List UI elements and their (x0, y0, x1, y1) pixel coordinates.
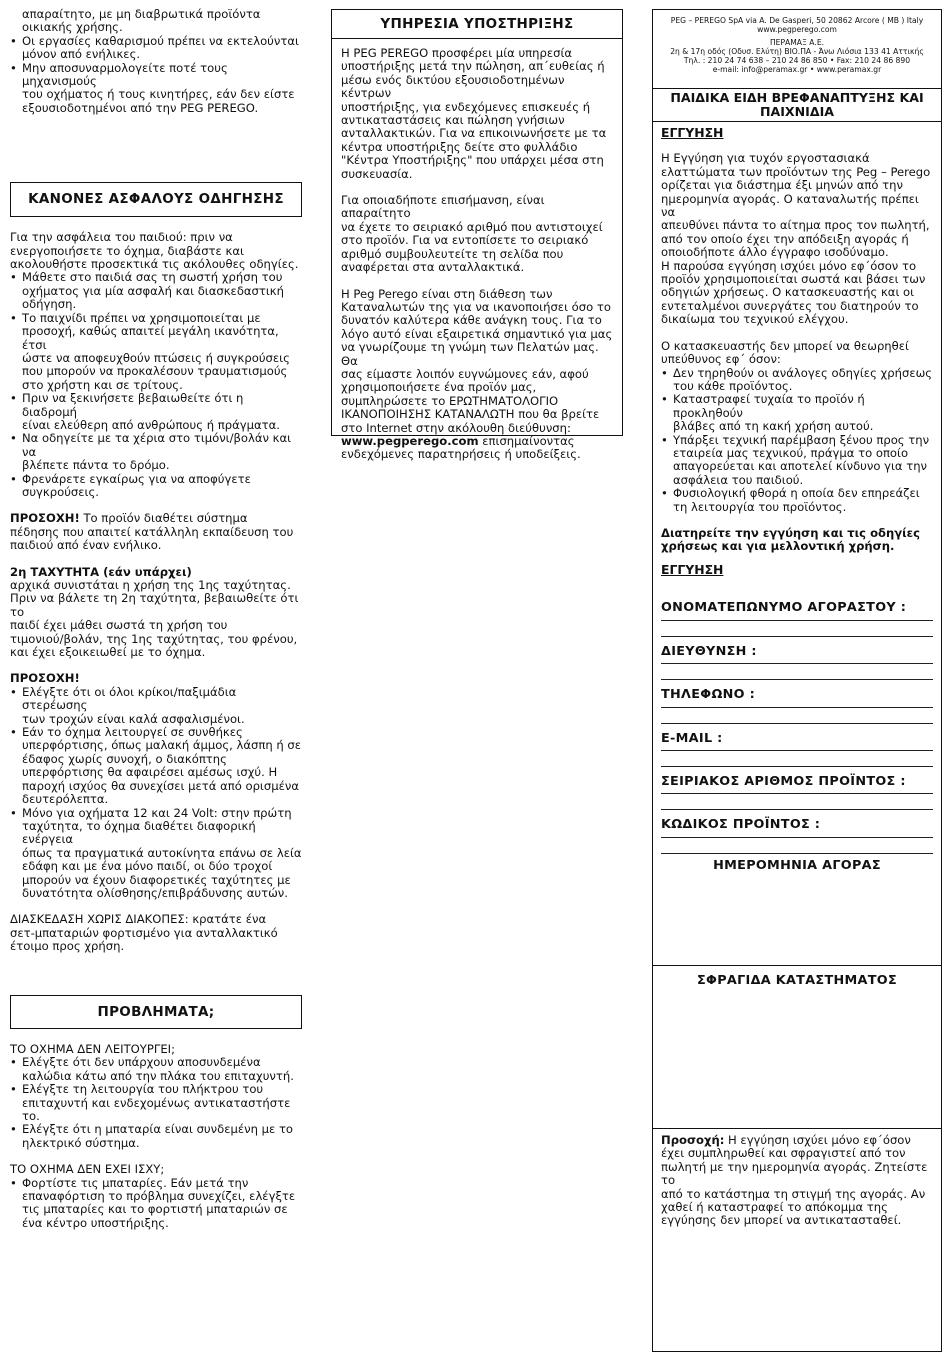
intro-line: απαραίτητο, με μη διαβρωτικά προϊόντα (22, 7, 261, 21)
text-line: • Μάθετε στο παιδιά σας τη σωστή χρήση του (22, 270, 283, 285)
text-line: εδάφη και με ένα μόνο παιδί, οι δύο τροχοί (22, 859, 273, 874)
form-line (661, 620, 933, 621)
text-line: δικαίωμα του τεχνικού ελέγχου. (661, 312, 849, 327)
warning-text: Το προϊόν διαθέτει σύστημα (79, 511, 248, 526)
left-column (10, 0, 302, 954)
bullet-item (661, 434, 935, 488)
bullet-item (10, 432, 302, 472)
category-title-box (653, 88, 941, 122)
text-line: ακολουθήστε προσεκτικά τις ακόλουθες οδηγίες. (10, 257, 299, 272)
problem-title: ΤΟ ΟΧΗΜΑ ΔΕΝ ΕΧΕΙ ΙΣΧΥ; (10, 1162, 165, 1177)
keep-warranty-note: χρήσεως και για μελλοντική χρήση. (661, 539, 895, 554)
cleaning-bullets (10, 35, 302, 115)
text-line: • Μην αποσυναρμολογείτε ποτέ τους μηχανισμούς (22, 60, 228, 89)
text-line: βλέπετε πάντα το δρόμο. (22, 458, 170, 473)
safety-title: ΚΑΝΟΝΕΣ ΑΣΦΑΛΟΥΣ ΟΔΗΓΗΣΗΣ (28, 191, 284, 208)
text-line: ενδεχόμενες παρατηρήσεις ή υποδείξεις. (341, 447, 581, 462)
text-line: Καταναλωτών της για να ικανοποιήσει όσο το (341, 299, 611, 314)
phone-field[interactable] (661, 688, 933, 723)
bullet-item (661, 487, 935, 514)
text-line: συγκρούσεις. (22, 484, 99, 499)
safety-section (10, 231, 302, 499)
text-line: ΙΚΑΝΟΠΟΙΗΣΗΣ ΚΑΤΑΝΑΛΩΤΗ που θα βρείτε (341, 407, 600, 422)
store-stamp-label: ΣΦΡΑΓΙΔΑ ΚΑΤΑΣΤΗΜΑΤΟΣ (696, 973, 897, 988)
text-line: τιμονιού/βολάν, της 1ης ταχύτητας, του φρένου, (10, 631, 298, 646)
form-line (661, 766, 933, 767)
support-body (332, 39, 622, 462)
text-line: μπορούν να έχουν διαφορετικές ταχύτητες με (22, 872, 291, 887)
text-line: ημερομηνία αγοράς. Ο καταναλωτής πρέπει να (661, 191, 919, 220)
text-line: εγγύησης δεν μπορεί να αντικατασταθεί. (661, 1213, 902, 1228)
text-line: δευτερόλεπτα. (22, 792, 109, 807)
warranty-heading: ΕΓΓΥΗΣΗ (661, 125, 724, 140)
support-box (331, 9, 623, 462)
email-field[interactable] (661, 732, 933, 767)
bullet-item (661, 393, 935, 433)
bullet-item (10, 62, 302, 116)
text-line: υπερφόρτισης θα αφαιρέσει αμέσως ισχύ. Η (22, 765, 278, 780)
text-line: • Το παιχνίδι πρέπει να χρησιμοποιείται με (22, 310, 261, 325)
form-line (661, 723, 933, 724)
support-title-box (332, 10, 622, 39)
text-line: • Καταστραφεί τυχαία το προϊόν ή προκληθούν (673, 392, 865, 420)
speed-title: 2η ΤΑΧΥΤΗΤΑ (εάν υπάρχει) (10, 564, 192, 579)
text-line: έτοιμο προς χρήση. (10, 939, 125, 954)
text-line: παιδί έχει μάθει σωστά τη χρήση του (10, 618, 228, 633)
form-line (661, 750, 933, 751)
manufacturer-line: PEG – PEREGO SpA via A. De Gasperi, 50 20862 Arcore ( MB ) Italy (670, 16, 924, 25)
purchase-date-label: ΗΜΕΡΟΜΗΝΙΑ ΑΓΟΡΑΣ (713, 858, 881, 873)
text-line: Η παρούσα εγγύηση ισχύει μόνο εφ΄όσον το (661, 258, 917, 273)
no-power-section (10, 1163, 302, 1230)
text-line: δυνατόν καλύτερα κάθε ανάγκη τους. Για το (341, 313, 602, 328)
text-line: προσοχή, καθώς απαιτεί μεγάλη ικανότητα, έτσι (22, 324, 279, 352)
text-line: ώστε να αποφευχθούν πτώσεις ή συγκρούσεις (22, 350, 290, 365)
field-label: ΣΕΙΡΙΑΚΟΣ ΑΡΙΘΜΟΣ ΠΡΟΪΝΤΟΣ : (661, 774, 906, 790)
text-line: εταιρεία μας τεχνικού, πράγμα το οποίο (673, 445, 909, 460)
text-line: έδαφος χωρίς συνοχή, ο διακόπτης (22, 751, 227, 766)
cleaning-section (10, 0, 302, 115)
text-line: προϊόν χρησιμοποιείται σωστά και βάσει των (661, 272, 926, 287)
problem-bullets (10, 1056, 302, 1150)
text-line (10, 512, 302, 525)
field-label: E-MAIL : (661, 730, 723, 746)
problems-title-box (10, 995, 302, 1029)
second-speed-section (10, 566, 302, 660)
liability-bullets (661, 367, 935, 514)
text-line: παροχή ισχύος θα συνεχίσει μετά από ορισμένα (22, 778, 299, 793)
text-line: πέδησης που απαιτεί κατάλληλη εκπαίδευση του (10, 524, 294, 539)
bullet-item (10, 1123, 302, 1150)
text-line: Για οποιαδήποτε επισήμανση, είναι απαραίτητο (341, 193, 545, 221)
text-line: εντεταλμένοι συνεργάτες του διατηρούν το (661, 298, 919, 313)
bullet-item (661, 367, 935, 394)
distributor-phone: Τηλ. : 210 24 74 638 – 210 24 86 850 • Fax: 210 24 86 890 (683, 56, 911, 65)
text-line: απευθύνει πάντα το αίτημα προς τον πωλητή, (661, 218, 930, 233)
text-line: • Φρενάρετε εγκαίρως για να αποφύγετε (22, 471, 251, 486)
text-line: έχει συμπληρωθεί και σφραγιστεί από τον (661, 1146, 906, 1161)
text-line: • Φυσιολογική φθορά η οποία δεν επηρεάζει (673, 486, 920, 501)
text-line: παιδιού από έναν ενήλικο. (10, 538, 162, 553)
text-line: από τον οποίο έχει την απόδειξη αγοράς ή (661, 231, 909, 246)
brake-warning (10, 512, 302, 552)
text-line: να γνωρίζουμε τη γνώμη των Πελατών μας. Θα (341, 340, 599, 368)
text-line: αριθμό συμβουλευτείτε τη σελίδα που (341, 246, 564, 261)
text-line: οδηγιών χρήσεως. Ο κατασκευαστής και οι (661, 285, 915, 300)
text-line: στο προϊόν. Για να εντοπίσετε το σειριακό (341, 233, 589, 248)
text-line: • Δεν τηρηθούν οι ανάλογες οδηγίες χρήσεως (673, 365, 933, 380)
safety-bullets (10, 271, 302, 499)
bullet-item (10, 1083, 302, 1123)
text-line: • Να οδηγείτε με τα χέρια στο τιμόνι/βολάν και να (22, 431, 292, 459)
problem-bullets (10, 1177, 302, 1231)
warning-label: ΠΡΟΣΟΧΗ! (10, 511, 80, 526)
bullet-item (10, 1056, 302, 1083)
text-line: οχήματος για μία ασφαλή και διασκεδαστική (22, 283, 284, 298)
website-link[interactable]: www.pegperego.com (341, 433, 479, 448)
warranty-form (661, 563, 933, 854)
text-line: χαθεί ή καταστραφεί το απόκομμα της (661, 1200, 888, 1215)
text-line: του οχήματος ή τους κινητήρες, εάν δεν είστε (22, 87, 295, 102)
category-title: ΠΑΙΧΝΙΔΙΑ (759, 104, 835, 119)
text-line: καλώδια κάτω από την πλάκα του επιταχυντή. (22, 1068, 294, 1083)
text-line: • Πριν να ξεκινήσετε βεβαιωθείτε ότι η διαδρομή (22, 391, 244, 419)
text-fragment: επισημαίνοντας (478, 433, 575, 448)
text-line: συμπληρώσετε το ΕΡΩΤΗΜΑΤΟΛΟΓΙΟ (341, 393, 559, 408)
text-line: ένα κέντρο υποστήριξης. (22, 1215, 169, 1230)
text-line: μόνον από ενήλικες. (22, 47, 141, 62)
form-line (661, 663, 933, 664)
text-line: ταχύτητα, το όχημα διαθέτει διαφορική ενέργεια (22, 818, 256, 847)
text-line: απαγορεύεται και αποτελεί κίνδυνο για την (673, 459, 928, 474)
warning-title: ΠΡΟΣΟΧΗ! (10, 671, 80, 686)
field-label: ΔΙΕΥΘΥΝΣΗ : (661, 643, 757, 659)
intro-line: οικιακής χρήσης. (22, 20, 123, 35)
text-line: οδήγηση. (22, 297, 77, 312)
text-line: ανταλλακτικών. Για να επικοινωνήσετε με τα (341, 126, 607, 141)
form-line (661, 809, 933, 810)
text-line: στο χρήστη και σε τρίτους. (22, 377, 183, 392)
text-line: των τροχών είναι καλά ασφαλισμένοι. (22, 711, 245, 726)
distributor-address: 2η & 17η οδός (Οδυσ. Ελύτη) ΒΙΟ.ΠΑ - Άνω Λιόσια 133 41 Αττικής (670, 47, 924, 56)
text-line: • Ελέγξτε ότι η μπαταρία είναι συνδεμένη με το (22, 1122, 294, 1137)
bullet-item (10, 271, 302, 311)
text-line: • Εάν το όχημα λειτουργεί σε συνθήκες (22, 725, 243, 740)
text-line: ενεργοποιήσετε το όχημα, διαβάστε και (10, 243, 244, 258)
bullet-item (10, 807, 302, 901)
text-line: Η Εγγύηση για τυχόν εργοστασιακά (661, 151, 870, 166)
form-line (661, 793, 933, 794)
text-line: υποστήριξης, για ενδεχόμενες επισκευές ή (341, 99, 591, 114)
text-line: όπως τα πραγματικά αυτοκίνητα επάνω σε λεία (22, 845, 302, 860)
text-line: σετ-μπαταριών φορτισμένο για ανταλλακτικό (10, 925, 278, 940)
text-line: • Ελέγξτε ότι δεν υπάρχουν αποσυνδεμένα (22, 1055, 261, 1070)
text-line: σας είμαστε λοιπόν ευγνώμονες εάν, αφού (341, 366, 589, 381)
safety-title-box (10, 182, 302, 217)
distributor-email: e-mail: info@peramax.gr • www.peramax.gr (712, 65, 882, 74)
store-stamp-field[interactable] (653, 965, 941, 1129)
text-line: από το κατάστημα τη στιγμή της αγοράς. Αν (661, 1186, 926, 1201)
warranty-body (653, 122, 941, 554)
problems-section (10, 995, 302, 1230)
purchase-date-field[interactable] (653, 853, 941, 966)
text-line: ορίζεται για διάστημα έξι μηνών από την (661, 178, 903, 193)
attention-text: Η εγγύηση ισχύει μόνο εφ΄όσον (724, 1133, 911, 1147)
bullet-item (10, 473, 302, 500)
form-heading: ΕΓΓΥΗΣΗ (661, 562, 724, 577)
text-line: οποιοδήποτε άλλο έγγραφο ισοδύναμο. (661, 245, 889, 260)
keep-warranty-note: Διατηρείτε την εγγύηση και τις οδηγίες (661, 525, 921, 540)
text-line: δυνατότητα ολίσθησης/επιβράδυνσης αυτών. (22, 885, 288, 900)
text-line: επιταχυντή και ενδεχομένως αντικαταστήστε το. (22, 1095, 291, 1124)
text-line: • Οι εργασίες καθαρισμού πρέπει να εκτελούνται (22, 33, 299, 48)
text-line: ΔΙΑΣΚΕΔΑΣΗ ΧΩΡΙΣ ΔΙΑΚΟΠΕΣ: κρατάτε ένα (10, 912, 267, 927)
text-line: βλάβες από τη κακή χρήση αυτού. (673, 419, 874, 434)
text-line: ηλεκτρικό σύστημα. (22, 1135, 140, 1150)
field-label: ΟΝΟΜΑΤΕΠΩΝΥΜΟ ΑΓΟΡΑΣΤΟΥ : (661, 600, 907, 616)
bullet-item (10, 312, 302, 392)
bullet-item (10, 686, 302, 726)
problems-title: ΠΡΟΒΛΗΜΑΤΑ; (97, 1004, 215, 1020)
field-label: ΤΗΛΕΦΩΝΟ : (661, 687, 756, 703)
warning-section (10, 672, 302, 900)
text-line: υπεύθυνος εφ΄ όσον: (661, 352, 781, 367)
text-line: ελαττώματα των προϊόντων της Peg – Perego (661, 164, 931, 179)
text-line: τις μπαταρίες και το φορτιστή μπαταριών σε (22, 1202, 288, 1217)
text-line: και έχει εξοικειωθεί με το όχημα. (10, 645, 206, 660)
manufacturer-website: www.pegperego.com (757, 25, 837, 34)
category-title: ΠΑΙΔΙΚΑ ΕΙΔΗ ΒΡΕΦΑΝΑΠΤΥΞΗΣ ΚΑΙ (670, 90, 924, 105)
text-line (341, 435, 614, 448)
text-line: • Μόνο για οχήματα 12 και 24 Volt: στην πρώτη (22, 805, 292, 820)
support-title: ΥΠΗΡΕΣΙΑ ΥΠΟΣΤΗΡΙΞΗΣ (380, 16, 574, 32)
text-line: επαναφόρτιση το πρόβλημα συνεχίζει, ελέγξτε (22, 1189, 296, 1204)
form-line (661, 636, 933, 637)
text-line: • Ελέγξτε τη λειτουργία του πλήκτρου του (22, 1082, 264, 1097)
text-line: Για την ασφάλεια του παιδιού: πριν να (10, 230, 233, 245)
text-line: χρησιμοποιήσετε ένα προϊόν μας, (341, 380, 537, 395)
text-line (661, 1134, 935, 1147)
attention-label: Προσοχή: (661, 1133, 725, 1147)
text-line: εξουσιοδοτημένοι από την PEG PEREGO. (22, 100, 259, 115)
text-line: λόγο αυτό είναι εξαιρετικά σημαντικό για μας (341, 326, 613, 341)
card-header (653, 10, 941, 82)
no-operation-section (10, 1043, 302, 1150)
text-line: συσκευασία. (341, 166, 413, 181)
address-field[interactable] (661, 645, 933, 680)
text-line: Ο κατασκευαστής δεν μπορεί να θεωρηθεί (661, 338, 909, 353)
text-line: Η PEG PEREGO προσφέρει μία υπηρεσία (341, 46, 573, 60)
text-line: είναι ελεύθερη από ανθρώπους ή πράγματα. (22, 417, 280, 432)
text-line: Πριν να βάλετε τη 2η ταχύτητα, βεβαιωθείτε ότι το (10, 591, 299, 619)
text-line: αρχικά συνιστάται η χρήση της 1ης ταχύτητας. (10, 578, 291, 592)
text-line: τη λειτουργία του προϊόντος. (673, 499, 847, 514)
text-line: ασφάλεια του παιδιού. (673, 472, 804, 487)
buyer-name-field[interactable] (661, 601, 933, 636)
form-line (661, 837, 933, 838)
spare-battery-note (10, 913, 302, 953)
text-line: μέσω ενός δικτύου εξουσιοδοτημένων κέντρων (341, 72, 565, 101)
text-line: • Ελέγξτε ότι οι όλοι κρίκοι/παξιμάδια στερέωσης (22, 684, 237, 713)
text-line: κέντρα υποστήριξης δείτε στο φυλλάδιο (341, 139, 578, 154)
text-line: "Κέντρα Υποστήριξης" που υπάρχει μέσα στη (341, 153, 604, 168)
text-line: • Φορτίστε τις μπαταρίες. Εάν μετά την (22, 1175, 249, 1190)
text-line: στο Internet στην ακόλουθη διεύθυνση: (341, 420, 571, 435)
problem-title: ΤΟ ΟΧΗΜΑ ΔΕΝ ΛΕΙΤΟΥΡΓΕΙ; (10, 1042, 175, 1056)
warning-bullets (10, 686, 302, 901)
bullet-item (10, 1177, 302, 1231)
distributor-name: ΠΕΡΑΜΑΞ Α.Ε. (769, 38, 825, 47)
bullet-item (10, 392, 302, 432)
field-label: ΚΩΔΙΚΟΣ ΠΡΟΪΝΤΟΣ : (661, 817, 821, 833)
product-code-field[interactable] (661, 818, 933, 853)
text-line: να έχετε το σειριακό αριθμό που αντιστοιχεί (341, 219, 603, 234)
text-line: αντικαταστάσεις και πώληση γνήσιων (341, 113, 565, 128)
text-line: υποστήριξης μετά την πώληση, απ΄ευθείας ή (341, 59, 605, 74)
text-line: Η Peg Perego είναι στη διάθεση των (341, 286, 553, 301)
form-line (661, 679, 933, 680)
form-line (661, 707, 933, 708)
text-line: που μπορούν να προκαλέσουν τραυματισμούς (22, 364, 288, 379)
text-line: • Υπάρξει τεχνική παρέμβαση ξένου προς την (673, 432, 930, 447)
attention-note (661, 1134, 935, 1228)
text-line: υπερφόρτισης, όπως μαλακή άμμος, λάσπη ή σε (22, 738, 302, 753)
text-line: του κάθε προϊόντος. (673, 378, 793, 393)
bullet-item (10, 35, 302, 62)
serial-number-field[interactable] (661, 775, 933, 810)
text-line: αναφέρεται στα ανταλλακτικά. (341, 260, 525, 275)
warranty-card (652, 9, 942, 1352)
bullet-item (10, 726, 302, 806)
text-line: πωλητή με την ημερομηνία αγοράς. Ζητείστε το (661, 1159, 928, 1188)
